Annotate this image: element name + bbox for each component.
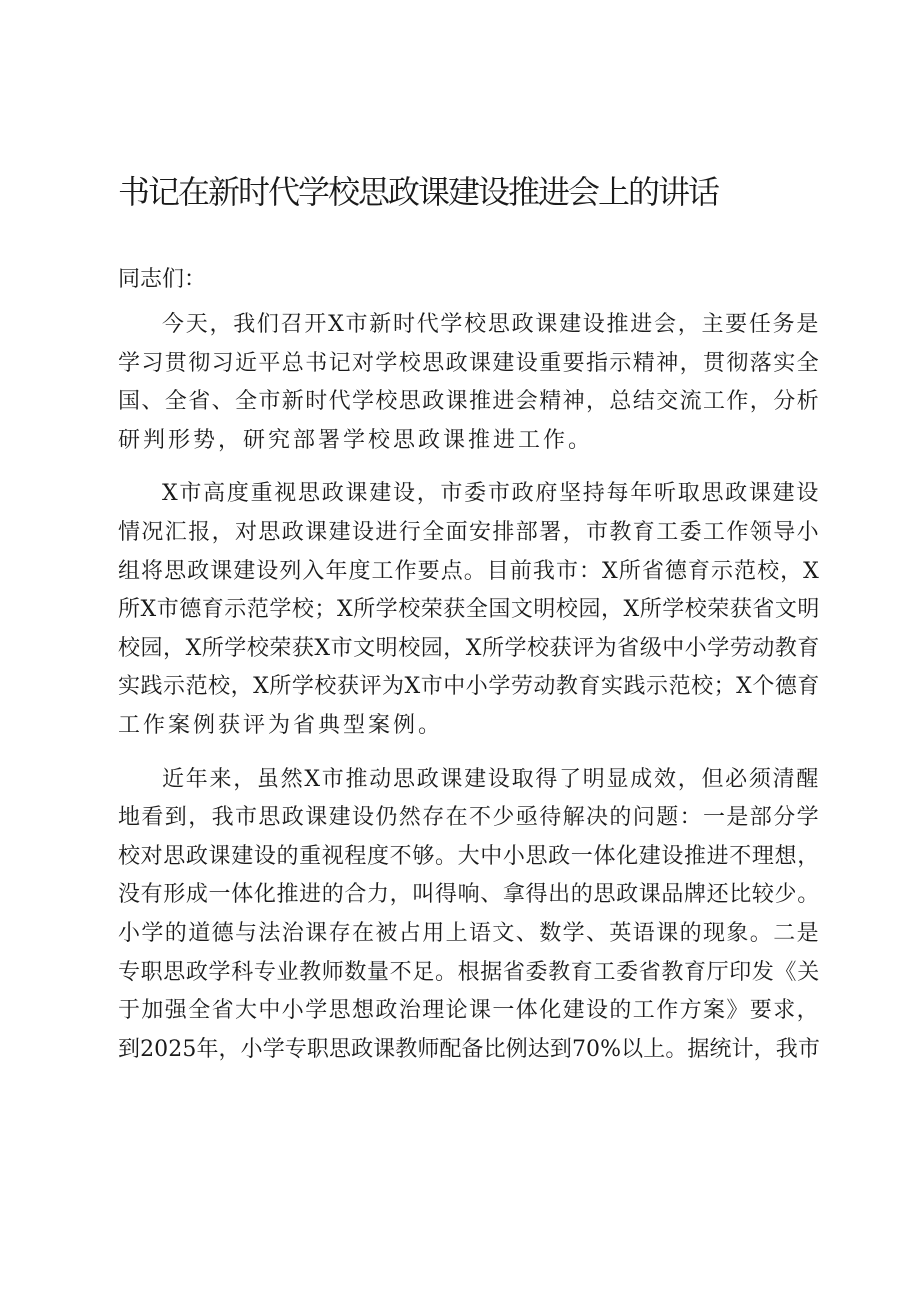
paragraph-line: 专职思政学科专业教师数量不足。根据省委教育工委省教育厅印发《关 [118,959,820,985]
paragraph-line: 于加强全省大中小学思想政治理论课一体化建设的工作方案》要求， [118,998,821,1024]
paragraph-2 [118,475,820,745]
paragraph-line: 近年来，虽然X市推动思政课建设取得了明显成效，但必须清醒 [162,766,821,792]
paragraph-line: 校对思政课建设的重视程度不够。大中小思政一体化建设推进不理想， [118,843,820,869]
paragraph-1 [118,306,820,460]
paragraph-3 [118,761,820,1070]
document-title: 书记在新时代学校思政课建设推进会上的讲话 [118,173,719,211]
paragraph-line: 国、全省、全市新时代学校思政课推进会精神，总结交流工作，分析 [118,389,821,415]
paragraph-line: 今天，我们召开X市新时代学校思政课建设推进会，主要任务是 [162,312,821,337]
paragraph-line: 小学的道德与法治课存在被占用上语文、数学、英语课的现象。二是 [118,920,821,946]
paragraph-line: 没有形成一体化推进的合力，叫得响、拿得出的思政课品牌还比较少。 [118,882,820,908]
paragraph-line: 所X市德育示范学校；X所学校荣获全国文明校园，X所学校荣获省文明 [118,597,820,623]
paragraph-line: 工作案例获评为省典型案例。 [118,712,444,738]
paragraph-line: 组将思政课建设列入年度工作要点。目前我市：X所省德育示范校，X [118,558,820,584]
paragraph-line: 情况汇报，对思政课建设进行全面安排部署，市教育工委工作领导小 [118,519,821,545]
paragraph-line: 实践示范校，X所学校获评为X市中小学劳动教育实践示范校；X个德育 [118,674,820,700]
document-body [118,256,820,1069]
paragraph-line: 到2025年，小学专职思政课教师配备比例达到70%以上。据统计，我市 [118,1036,820,1062]
paragraph-line: 地看到，我市思政课建设仍然存在不少亟待解决的问题：一是部分学 [118,805,821,831]
paragraph-line: 研判形势，研究部署学校思政课推进工作。 [118,427,594,453]
salutation: 同志们： [118,267,207,292]
paragraph-line: 校园，X所学校荣获X市文明校园，X所学校获评为省级中小学劳动教育 [118,635,820,661]
paragraph-line: 学习贯彻习近平总书记对学校思政课建设重要指示精神，贯彻落实全 [118,350,821,376]
paragraph-line: X市高度重视思政课建设，市委市政府坚持每年听取思政课建设 [162,481,821,507]
